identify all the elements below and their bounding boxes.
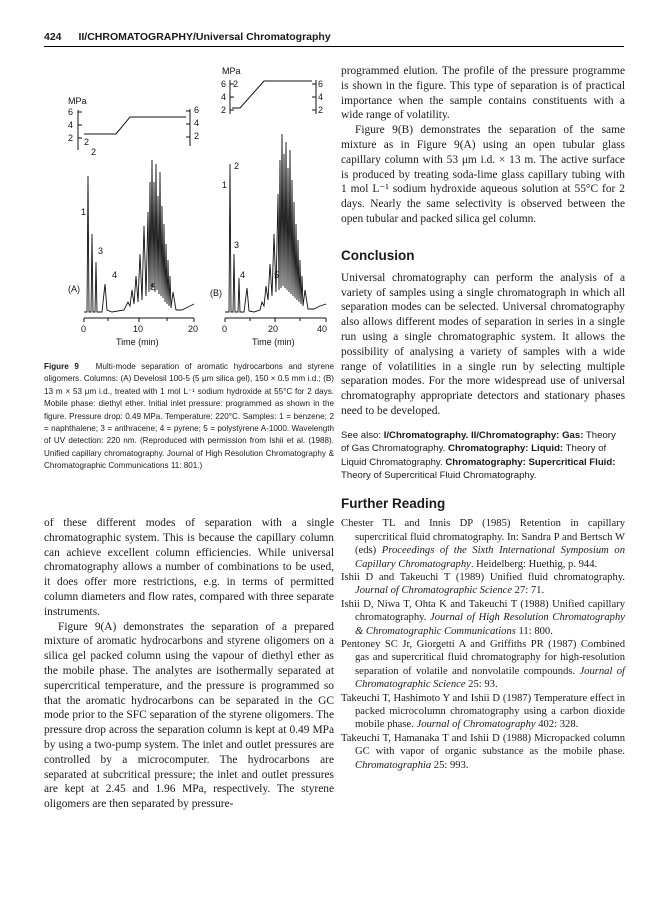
- see-also-topic-3[interactable]: Theory of Liquid Chromatography.: [341, 443, 607, 468]
- panel-b-peak-4: 4: [240, 270, 246, 280]
- panel-a-right-tick-2: 2: [194, 131, 200, 141]
- panel-a-x-tick-20: 20: [188, 324, 199, 334]
- panel-b-right-tick-6: 6: [318, 79, 324, 89]
- panel-a-peak-2: 2: [91, 147, 97, 157]
- panel-b-peak-2: 2: [234, 161, 240, 171]
- reference-list: [341, 517, 625, 772]
- header-rule: [44, 46, 624, 47]
- running-title: II/CHROMATOGRAPHY/Universal Chromatography: [78, 31, 331, 43]
- panel-a-label: (A): [68, 284, 80, 294]
- see-also-link-1[interactable]: I/Chromatography.: [383, 429, 469, 441]
- see-also-link-3[interactable]: Chromatography: Liquid:: [448, 443, 564, 455]
- figure-9-chromatograms: [64, 64, 334, 364]
- reference-item: Chester TL and Innis DP (1985) Retention in capillary supercritical fluid chromatography. In: Sandra P and Bertsch W (eds) Proceedings of the Sixth International Symposium on Capillary Chromatography. Heidelberg: Huethig, p. 944.: [341, 518, 626, 570]
- panel-b-start-pressure: 2: [233, 79, 239, 89]
- conclusion-heading: Conclusion: [341, 247, 415, 263]
- figure-caption-text: Multi-mode separation of aromatic hydrocarbons and styrene oligomers. Columns: (A) Develosil 100-5 (5 μm silica gel), 150 × 0.5 mm i.d.; (B) 13 m × 53 μm i.d., treated with 1 mol L⁻¹ sodium hydroxide at 55°C for 2 days. Mobile phase: diethyl ether. Initial inlet pressure: programmed as shown in the figure. Pressure drop: 0.49 MPa. Temperature: 220°C. Samples: 1 = benzene; 2 = naphthalene; 3 = anthracene; 4 = pyrene; 5 = polystyrene A-1000. Wavelength of UV detection: 220 nm. (Reproduced with permission from Ishii et al. (1988). Unified capillary chromatography. Journal of High Resolution Chromatography & Chromatographic Communications 11: 801.): [44, 362, 335, 471]
- conclusion-paragraph: Universal chromatography can perform the analysis of a variety of samples using a single chromatograph in which all separation modes can be selected. Universal chromatography also allows different modes of separation in series in a single run using a single chromatographic system. It allows the possibility of analysing a variety of samples with a wide range of volatilities in a single run by selecting multiple separation modes. For the more widespread use of universal chromatography appropriate detectors and stationary phases need to be developed.: [341, 271, 625, 417]
- reference-item: Takeuchi T, Hashimoto Y and Ishii D (1987) Temperature effect in packed microcolumn chromatography using a carbon dioxide mobile phase. Journal of Chromatography 402: 328.: [341, 692, 625, 731]
- see-also-prefix: See also:: [341, 429, 382, 441]
- panel-a-peak-3: 3: [98, 246, 104, 256]
- see-also-topic-4[interactable]: Theory of Supercritical Fluid Chromatography.: [341, 469, 537, 481]
- panel-a-x-label: Time (min): [116, 337, 159, 347]
- panel-a-peak-4: 4: [112, 270, 118, 280]
- panel-a-right-tick-4: 4: [194, 118, 200, 128]
- panel-a-right-tick-6: 6: [194, 105, 200, 115]
- reference-item: Ishii D, Niwa T, Ohta K and Takeuchi T (1988) Unified capillary chromatography. Journal of High Resolution Chromatography & Chromatographic Communications 11: 800.: [341, 598, 625, 637]
- panel-a-chromatogram: [84, 160, 194, 312]
- panel-a-left-tick-2: 2: [68, 133, 74, 143]
- panel-a-peak-1: 1: [81, 207, 87, 217]
- panel-b-pressure-program: [232, 81, 312, 108]
- reference-item: Takeuchi T, Hamanaka T and Ishii D (1988) Micropacked column GC with vapor of organic substance as the mobile phase. Chromatographia 25: 993.: [341, 732, 625, 771]
- figure-label: Figure 9: [44, 362, 79, 371]
- panel-b-x-tick-0: 0: [222, 324, 228, 334]
- right-column: [341, 64, 625, 772]
- left-paragraph-2: Figure 9(A) demonstrates the separation of a prepared mixture of aromatic hydrocarbons and styrene oligomers on a silica gel packed column using the vapour of diethyl ether as the mobile phase. The analytes are isothermally separated at supercritical temperature, and the pressure is programmed so that the aromatic hydrocarbons can be separated in the GC mode prior to the SFC separation of the styrene oligomers. The pressure drop across the separation column is kept at 0.49 MPa by using a two-pump system. The inlet and outlet pressures are controlled by a microcomputer. The hydrocarbons are separated at subcritical pressure; the inlet and outlet pressures are kept at 2.45 and 1.96 MPa, respectively. The styrene oligomers are then separated by pressure-: [44, 620, 334, 811]
- panel-a-pressure-unit: MPa: [68, 96, 87, 106]
- reference-item: Pentoney SC Jr, Giorgetti A and Griffiths PR (1987) Combined gas and supercritical fluid chromatography for high-resolution separation of volatile and nonvolatile compounds. Journal of Chromatographic Science 25: 93.: [341, 639, 625, 691]
- panel-b-left-tick-4: 4: [221, 92, 227, 102]
- panel-b-right-tick-4: 4: [318, 92, 324, 102]
- see-also-link-4[interactable]: Chromatography: Supercritical Fluid:: [445, 456, 616, 468]
- panel-b-left-tick-2: 2: [221, 105, 227, 115]
- panel-b-x-label: Time (min): [252, 337, 295, 347]
- right-paragraph-2: Figure 9(B) demonstrates the separation of the same mixture as in Figure 9(A) using an open tubular glass capillary column with 53 μm i.d. × 13 m. The active surface is produced by treating soda-lime glass capillary tubing with 1 mol L⁻¹ sodium hydroxide aqueous solution at 55°C for 2 days. Nearly the same selectivity is observed between the open tubular and packed silica gel column.: [341, 124, 625, 225]
- left-column-body: [44, 516, 334, 812]
- see-also: [341, 429, 625, 483]
- left-paragraph-1: of these different modes of separation with a single chromatographic system. This is because the capillary column can achieve excellent column efficiencies. While universal chromatography allows a number of combinations to be used, it does offer more restrictions, e.g. in terms of permitted column diameters and flow rates, compared with three separate instruments.: [44, 517, 334, 618]
- panel-b-peak-5: 5: [274, 270, 280, 280]
- page-number: 424: [44, 31, 62, 43]
- reference-item: Ishii D and Takeuchi T (1989) Unified fluid chromatography. Journal of Chromatographic Science 27: 71.: [341, 571, 625, 597]
- panel-b-peak-3: 3: [234, 240, 240, 250]
- see-also-link-2[interactable]: II/Chromatography: Gas:: [470, 429, 584, 441]
- page-header: [44, 31, 624, 43]
- figure-caption: [44, 361, 334, 473]
- panel-a-left-tick-4: 4: [68, 120, 74, 130]
- panel-b-pressure-unit: MPa: [222, 66, 241, 76]
- panel-b-x-tick-20: 20: [268, 324, 279, 334]
- panel-a-left-tick-6: 6: [68, 107, 74, 117]
- panel-b-right-tick-2: 2: [318, 105, 324, 115]
- panel-a-start-pressure: 2: [84, 137, 90, 147]
- panel-a-pressure-program: [84, 117, 186, 134]
- panel-a-peak-5: 5: [151, 282, 157, 292]
- panel-b-left-tick-6: 6: [221, 79, 227, 89]
- panel-b-chromatogram: [225, 134, 326, 312]
- further-reading-heading: Further Reading: [341, 496, 446, 512]
- panel-a-x-tick-10: 10: [133, 324, 144, 334]
- panel-a-x-tick-0: 0: [81, 324, 87, 334]
- panel-b-x-tick-40: 40: [317, 324, 328, 334]
- see-also-topic-2[interactable]: Theory of Gas Chromatography.: [341, 429, 616, 455]
- right-paragraph-1: programmed elution. The profile of the pressure programme is shown in the figure. This type of separation is of practical importance when the sample contains constituents with a wide range of volatility.: [341, 65, 625, 122]
- panel-b-label: (B): [210, 288, 222, 298]
- panel-b-peak-1: 1: [222, 180, 228, 190]
